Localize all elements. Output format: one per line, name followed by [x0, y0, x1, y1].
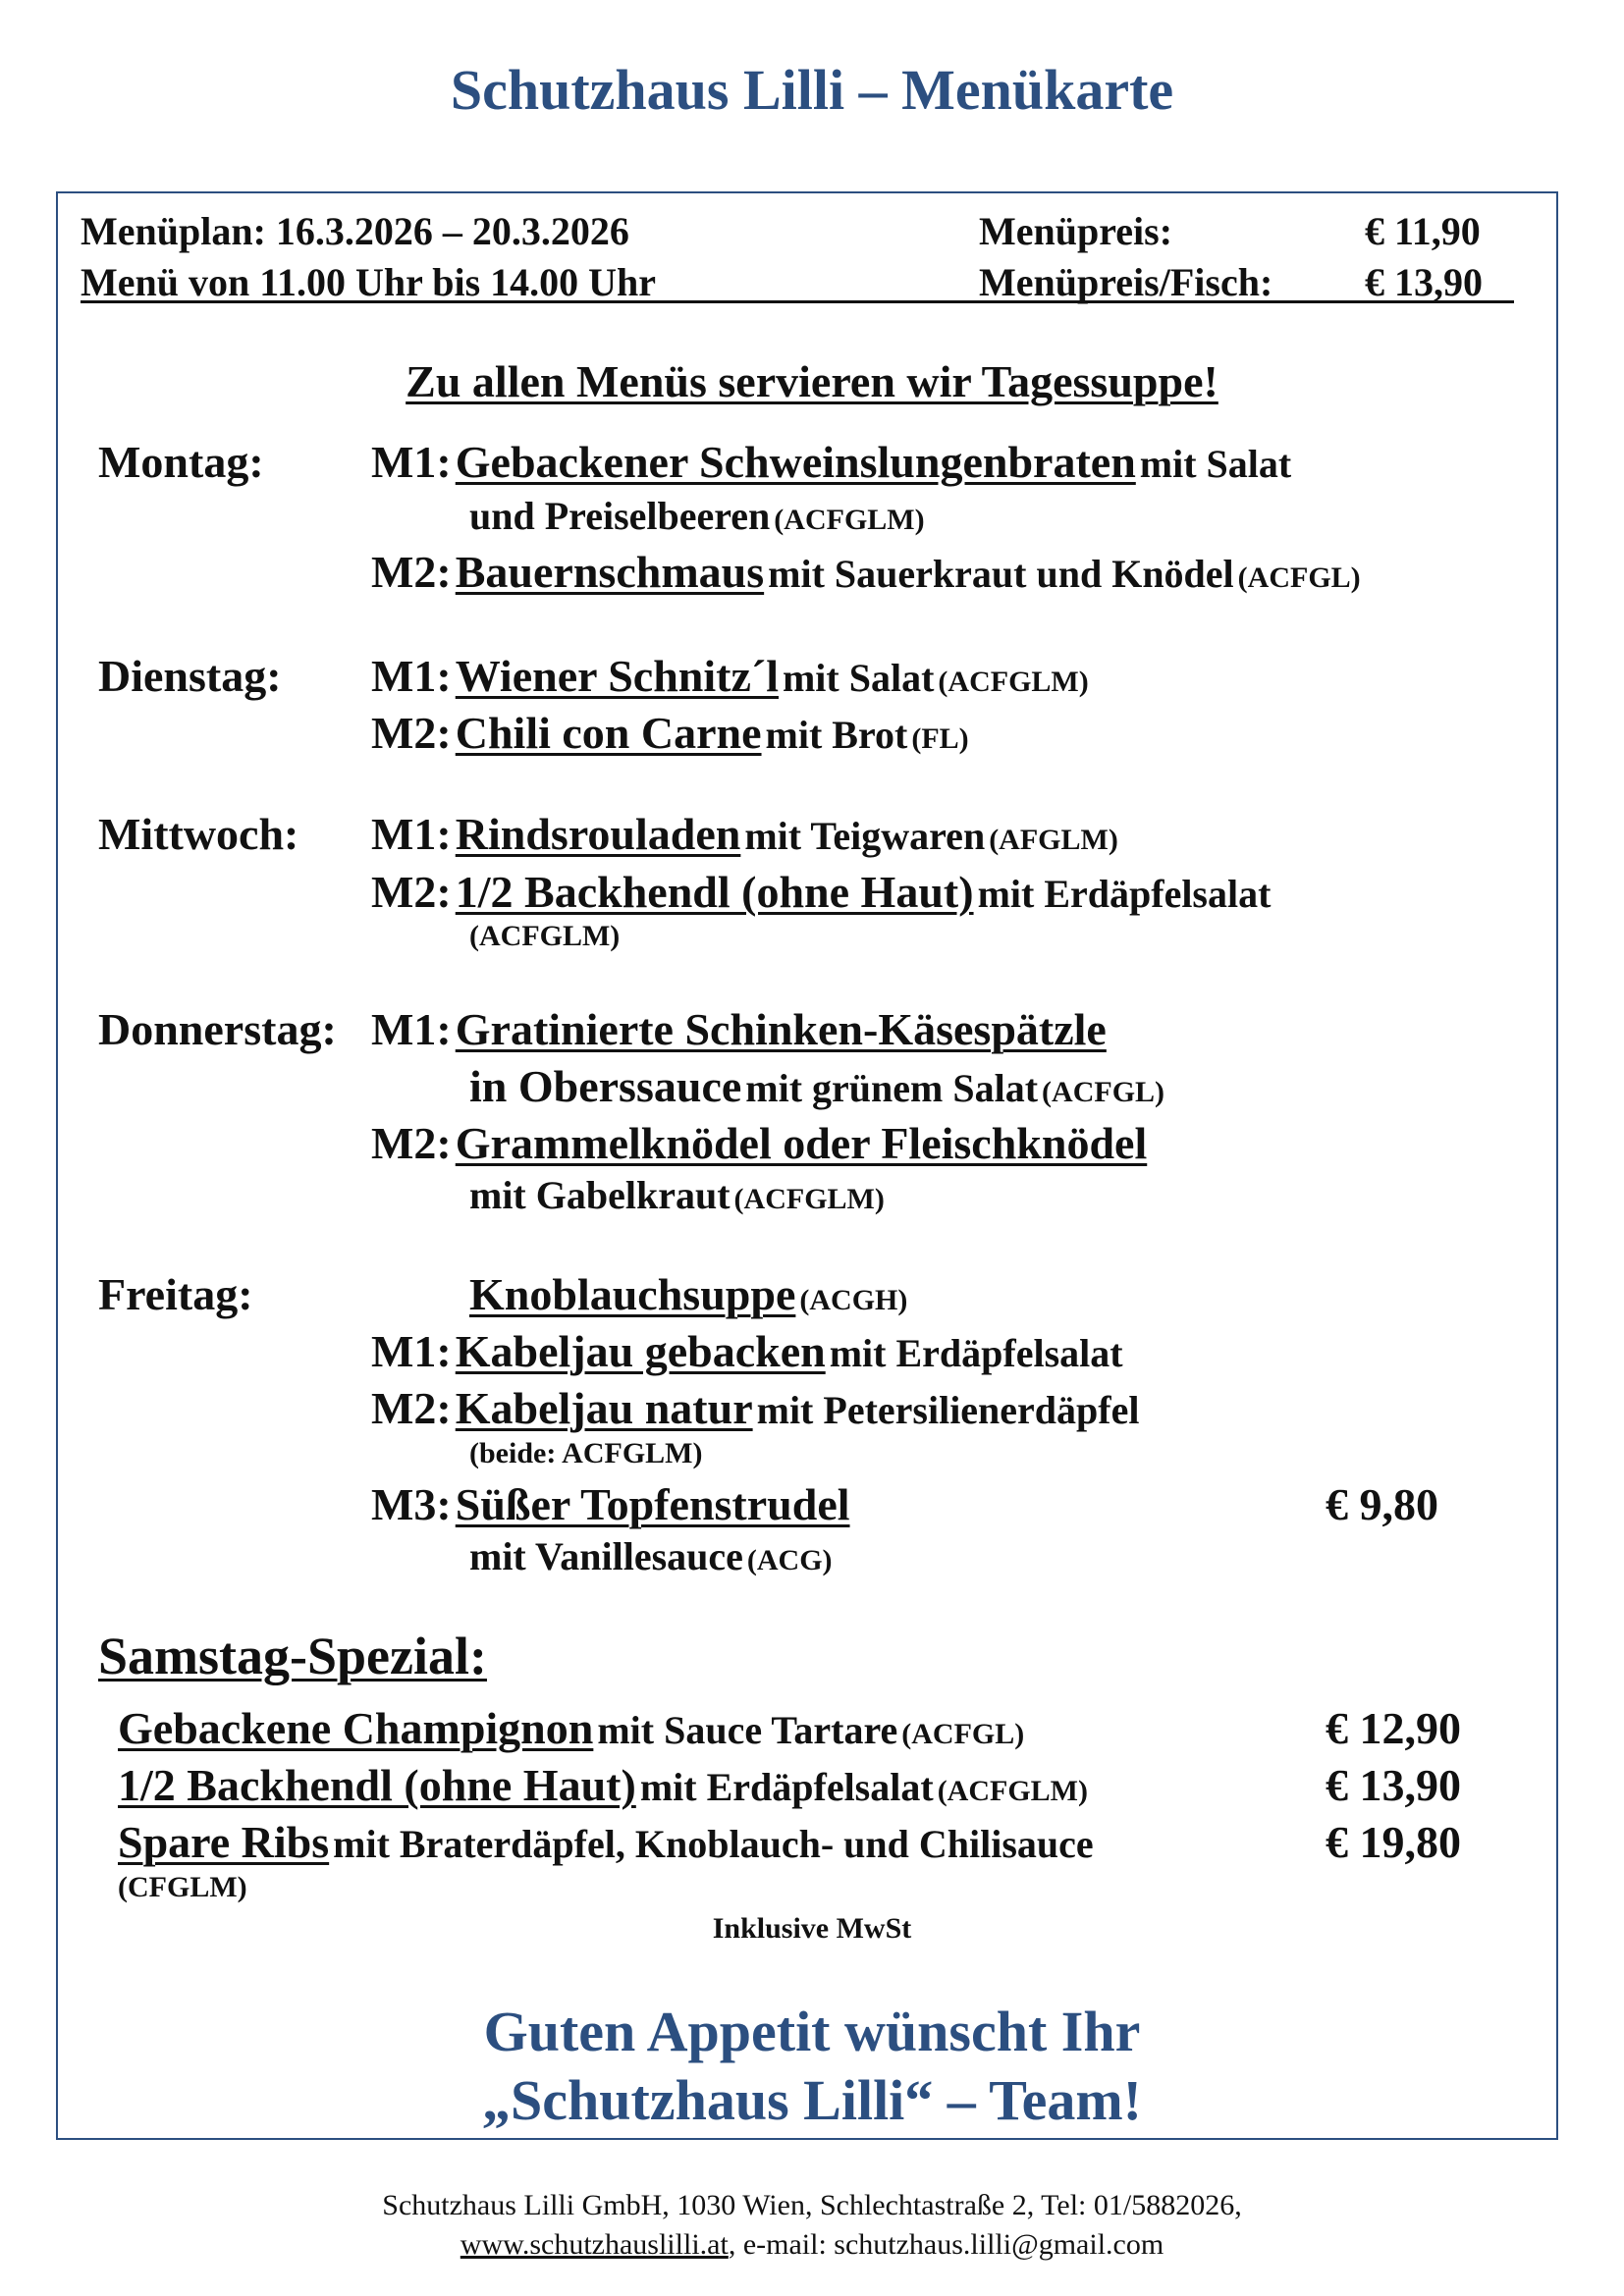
day-dienstag: Dienstag:	[98, 651, 282, 701]
spezial-item-2: 1/2 Backhendl (ohne Haut) mit Erdäpfelsalat (ACFGLM)	[118, 1760, 1088, 1810]
spezial-item-3-price: € 19,80	[1326, 1817, 1461, 1867]
freitag-m2: M2: Kabeljau natur mit Petersilienerdäpfel	[371, 1383, 1140, 1433]
fish-price-value: € 13,90	[1365, 260, 1483, 304]
spezial-item-1-price: € 12,90	[1326, 1703, 1461, 1753]
mittwoch-m2: M2: 1/2 Backhendl (ohne Haut) mit Erdäpfelsalat	[371, 867, 1272, 917]
dienstag-m1: M1: Wiener Schnitz´l mit Salat (ACFGLM)	[371, 651, 1089, 701]
mittwoch-m2-allergens: (ACFGLM)	[469, 920, 621, 952]
menu-hours: Menü von 11.00 Uhr bis 14.00 Uhr	[81, 260, 657, 304]
montag-m1-line2: und Preiselbeeren (ACFGLM)	[469, 494, 925, 538]
soup-note: Zu allen Menüs servieren wir Tagessuppe!	[406, 356, 1218, 406]
page-title: Schutzhaus Lilli – Menükarte	[450, 58, 1174, 122]
freitag-m3: M3: Süßer Topfenstrudel	[371, 1479, 850, 1529]
footer-contact	[0, 2228, 1624, 2262]
day-freitag: Freitag:	[98, 1269, 253, 1319]
donnerstag-m2: M2: Grammelknödel oder Fleischknödel	[371, 1118, 1148, 1168]
freitag-m2-allergens: (beide: ACFGLM)	[469, 1437, 703, 1469]
spezial-item-1: Gebackene Champignon mit Sauce Tartare (ACFGL)	[118, 1703, 1025, 1753]
mittwoch-m1: M1: Rindsrouladen mit Teigwaren (AFGLM)	[371, 809, 1118, 859]
menu-plan-dates: Menüplan: 16.3.2026 – 20.3.2026	[81, 209, 629, 253]
spezial-item-2-price: € 13,90	[1326, 1760, 1461, 1810]
header-divider	[81, 300, 1514, 303]
spezial-item-3: Spare Ribs mit Braterdäpfel, Knoblauch- und Chilisauce	[118, 1817, 1094, 1867]
day-montag: Montag:	[98, 437, 264, 487]
spezial-title: Samstag-Spezial:	[98, 1627, 487, 1685]
spezial-item-3-allergens: (CFGLM)	[118, 1871, 247, 1903]
tax-note: Inklusive MwSt	[712, 1912, 912, 1945]
freitag-m3-line2: mit Vanillesauce (ACG)	[469, 1534, 833, 1578]
footer-website-link[interactable]: www.schutzhauslilli.at	[460, 2228, 729, 2261]
donnerstag-m1: M1: Gratinierte Schinken-Käsespätzle	[371, 1004, 1107, 1054]
menu-price-value: € 11,90	[1365, 209, 1481, 253]
footer-address: Schutzhaus Lilli GmbH, 1030 Wien, Schlechtastraße 2, Tel: 01/5882026,	[382, 2189, 1242, 2221]
montag-m2: M2: Bauernschmaus mit Sauerkraut und Knödel (ACFGL)	[371, 547, 1361, 597]
freitag-m1: M1: Kabeljau gebacken mit Erdäpfelsalat	[371, 1326, 1123, 1376]
menu-price-label: Menüpreis:	[979, 209, 1173, 253]
donnerstag-m2-line2: mit Gabelkraut (ACFGLM)	[469, 1173, 885, 1217]
montag-m1: M1: Gebackener Schweinslungenbraten mit Salat	[371, 437, 1292, 487]
dienstag-m2: M2: Chili con Carne mit Brot (FL)	[371, 708, 969, 758]
fish-price-label: Menüpreis/Fisch:	[979, 260, 1273, 304]
donnerstag-m1-line2: in Oberssauce mit grünem Salat (ACFGL)	[469, 1061, 1165, 1111]
freitag-m3-price: € 9,80	[1326, 1479, 1438, 1529]
day-mittwoch: Mittwoch:	[98, 809, 299, 859]
freitag-soup: Knoblauchsuppe (ACGH)	[469, 1269, 908, 1319]
day-donnerstag: Donnerstag:	[98, 1004, 337, 1054]
closing-line-1: Guten Appetit wünscht Ihr	[483, 2000, 1141, 2063]
closing-line-2: „Schutzhaus Lilli“ – Team!	[482, 2068, 1142, 2132]
footer-email: , e-mail: schutzhaus.lilli@gmail.com	[728, 2228, 1164, 2261]
